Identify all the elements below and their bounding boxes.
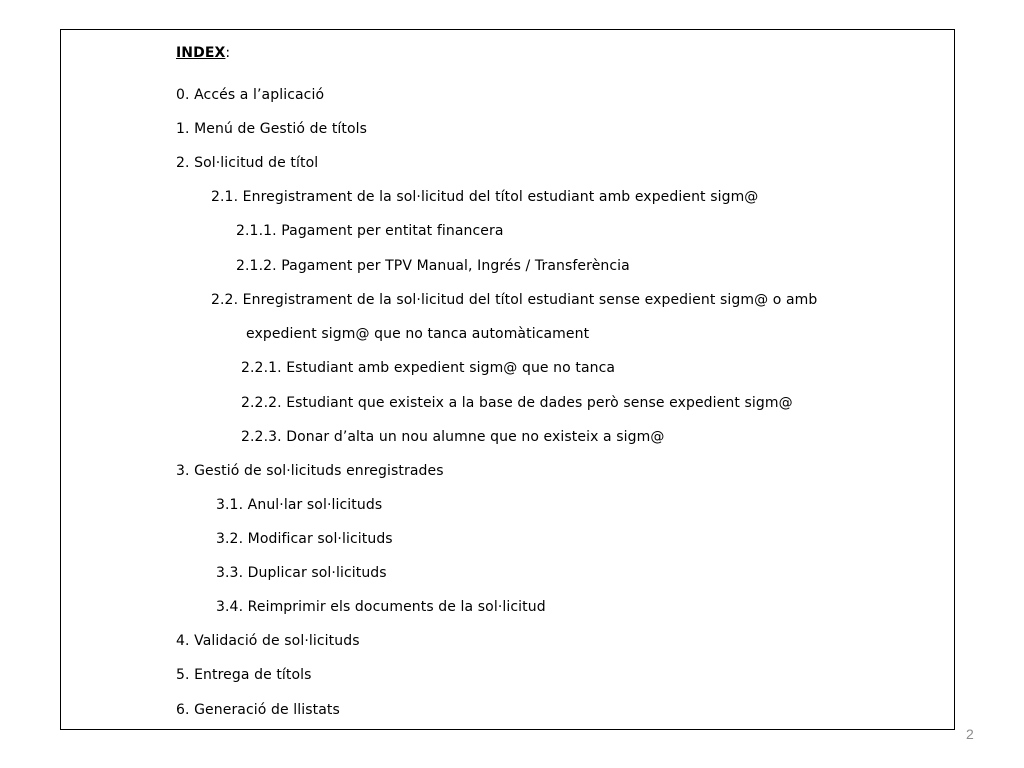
index-entry-3-1: 3.1. Anul·lar sol·licituds bbox=[216, 497, 383, 513]
index-entry-2-2-2: 2.2.2. Estudiant que existeix a la base de dades però sense expedient sigm@ bbox=[241, 395, 793, 411]
index-entry-2-1-2: 2.1.2. Pagament per TPV Manual, Ingrés / Transferència bbox=[236, 258, 630, 274]
index-entry-3-4: 3.4. Reimprimir els documents de la sol·licitud bbox=[216, 599, 546, 615]
index-entry-2-2-continuation: expedient sigm@ que no tanca automàticament bbox=[246, 326, 590, 342]
index-entry-2: 2. Sol·licitud de títol bbox=[176, 155, 319, 171]
index-title-colon: : bbox=[225, 45, 231, 61]
index-entry-5: 5. Entrega de títols bbox=[176, 667, 312, 683]
index-entry-2-2-1: 2.2.1. Estudiant amb expedient sigm@ que no tanca bbox=[241, 360, 616, 376]
index-entry-2-1-1: 2.1.1. Pagament per entitat financera bbox=[236, 223, 504, 239]
index-heading bbox=[176, 44, 230, 62]
index-entry-3: 3. Gestió de sol·licituds enregistrades bbox=[176, 463, 444, 479]
index-entry-1: 1. Menú de Gestió de títols bbox=[176, 121, 368, 137]
index-entry-2-1: 2.1. Enregistrament de la sol·licitud del títol estudiant amb expedient sigm@ bbox=[211, 189, 759, 205]
page-number: 2 bbox=[966, 726, 974, 742]
index-entry-2-2: 2.2. Enregistrament de la sol·licitud del títol estudiant sense expedient sigm@ o amb bbox=[211, 292, 818, 308]
index-entry-3-3: 3.3. Duplicar sol·licituds bbox=[216, 565, 387, 581]
index-title: INDEX bbox=[176, 45, 226, 61]
index-entry-6: 6. Generació de llistats bbox=[176, 702, 340, 718]
index-entry-3-2: 3.2. Modificar sol·licituds bbox=[216, 531, 393, 547]
index-entry-4: 4. Validació de sol·licituds bbox=[176, 633, 360, 649]
index-entry-2-2-3: 2.2.3. Donar d’alta un nou alumne que no existeix a sigm@ bbox=[241, 429, 665, 445]
index-entry-0: 0. Accés a l’aplicació bbox=[176, 87, 325, 103]
